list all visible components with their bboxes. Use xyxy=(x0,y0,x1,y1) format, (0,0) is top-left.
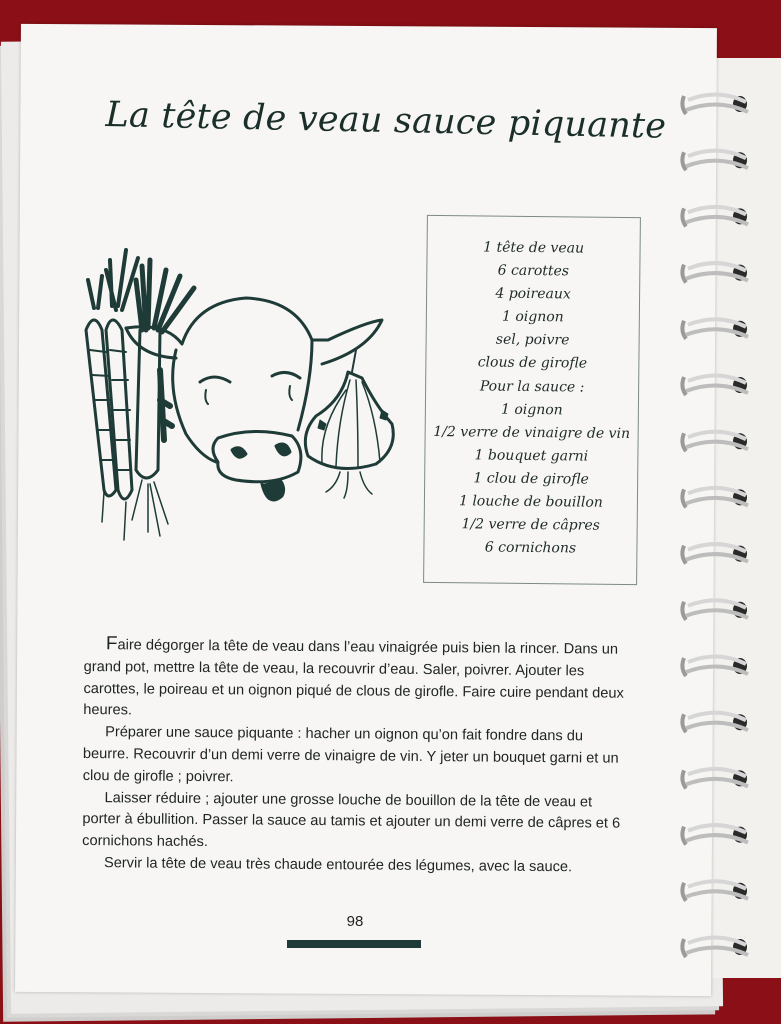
spiral-ring xyxy=(682,94,748,114)
spiral-ring xyxy=(682,656,748,676)
footer-bar xyxy=(287,940,421,948)
recipe-instructions xyxy=(82,633,629,880)
spiral-ring xyxy=(682,881,748,901)
spiral-ring xyxy=(682,825,748,845)
ingredient-item: 6 cornichons xyxy=(484,539,577,557)
spiral-ring xyxy=(682,600,748,620)
spiral-ring xyxy=(682,713,748,733)
instruction-paragraph: Laisser réduire ; ajouter une grosse louche de bouillon de la tête de veau et porter à ébullition. Passer la sauce au tamis et ajouter un demi verre de câpres et 6 cornichons hachés. xyxy=(82,789,621,851)
ingredient-item: 1 oignon xyxy=(501,308,564,326)
spiral-ring xyxy=(682,151,748,171)
spiral-ring xyxy=(682,263,748,283)
spiral-binding xyxy=(668,80,758,960)
ingredients-box xyxy=(423,215,641,585)
spiral-ring xyxy=(682,207,748,227)
carrot-drawing xyxy=(86,250,138,540)
spiral-ring xyxy=(682,375,748,395)
calf-head-illustration xyxy=(76,240,406,550)
ingredient-item: 6 carottes xyxy=(497,262,570,280)
ingredient-item: 1/2 verre de câpres xyxy=(461,516,600,534)
ingredient-item: 1 louche de bouillon xyxy=(458,493,603,511)
ingredient-item: 1 bouquet garni xyxy=(474,447,589,465)
spiral-ring xyxy=(682,432,748,452)
spiral-ring xyxy=(682,319,748,339)
ingredient-item: sel, poivre xyxy=(495,331,570,349)
sauce-heading: Pour la sauce : xyxy=(479,378,585,396)
ingredient-item: 1 clou de girofle xyxy=(473,470,589,488)
spiral-ring xyxy=(682,488,748,508)
ingredients-list xyxy=(424,216,640,562)
page-number: 98 xyxy=(346,913,364,930)
instruction-paragraph: Servir la tête de veau très chaude entourée des légumes, avec la sauce. xyxy=(103,855,573,876)
ingredient-item: 1 tête de veau xyxy=(483,239,585,257)
recipe-title: La tête de veau sauce piquante xyxy=(105,95,667,147)
ingredient-item: 4 poireaux xyxy=(495,285,571,303)
spiral-ring xyxy=(682,544,748,564)
ingredient-item: 1/2 verre de vinaigre de vin xyxy=(433,423,631,442)
instruction-paragraph: Préparer une sauce piquante : hacher un oignon qu’on fait fondre dans du beurre. Recouvrir d’un demi verre de vinaigre de vin. Y jeter un bouquet garni et un clou de girofle ; poivrer. xyxy=(82,724,619,786)
spiral-ring xyxy=(682,937,748,957)
onion-drawing xyxy=(305,350,393,498)
spiral-ring xyxy=(682,769,748,789)
ingredient-item: clous de girofle xyxy=(477,354,588,373)
ingredient-item: 1 oignon xyxy=(500,401,563,418)
instruction-paragraph: Faire dégorger la tête de veau dans l’eau vinaigrée puis bien la rincer. Dans un grand pot, mettre la tête de veau, la recouvrir d’eau. Saler, poivrer. Ajouter les carottes, le poireau et un oignon piqué de clous de girofle. Faire cuire pendant deux heures. xyxy=(83,633,624,719)
